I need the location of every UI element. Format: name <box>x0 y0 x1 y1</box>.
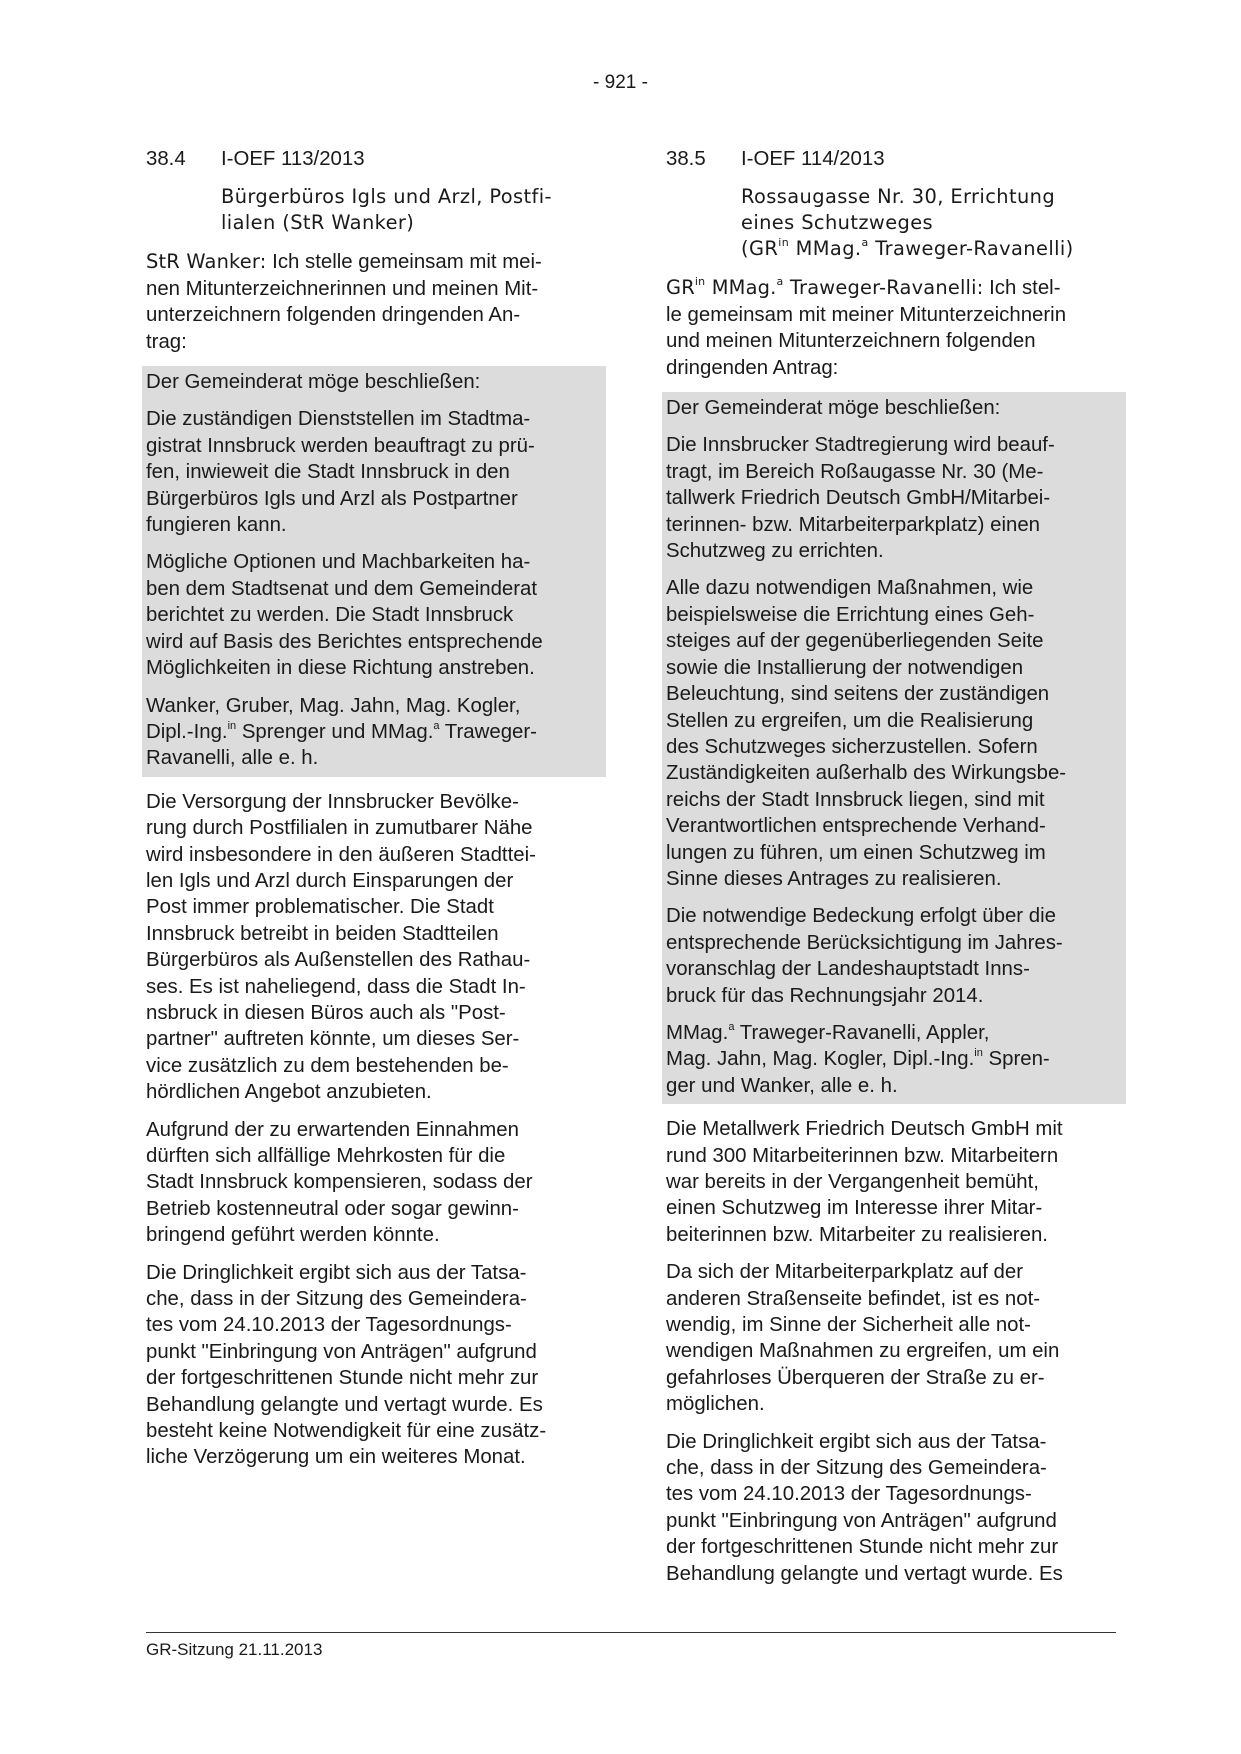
intro-paragraph: StR Wanker: Ich stelle gemeinsam mit mei- nen Mitunterzeichnerinnen und meinen Mit- unterzeichnern folgenden dringenden An- trag: <box>146 250 542 353</box>
item-header <box>146 146 598 172</box>
body-paragraph: Die Dringlichkeit ergibt sich aus der Tatsa- che, dass in der Sitzung des Gemeindera- tes vom 24.10.2013 der Tagesordnungs- punkt "Einbringung von Anträgen" aufgrund der fortgeschrittenen Stunde nicht mehr zur Behandlung gelangte und vertagt wurde. Es <box>666 1430 1063 1585</box>
body-paragraph: Die Versorgung der Innsbrucker Bevölke- rung durch Postfilialen in zumutbarer Nähe wird insbesondere in den äußeren Stadttei- len Igls und Arzl durch Einsparungen der Post immer problematischer. Die Stadt Innsbruck betreibt in beiden Stadtteilen Bürgerbüros als Außenstellen des Rathau- ses. Es ist naheliegend, dass die Stadt In- nsbruck in diesen Büros auch als "Post- partner" auftreten könnte, um dieses Ser- vice zusätzlich zu dem bestehenden be- hördlichen Angebot anzubieten. <box>146 790 536 1104</box>
left-column <box>146 146 598 1482</box>
intro-paragraph: $GR^{in}$ MMag.$^a$ Traweger-Ravanelli: Ich stel- le gemeinsam mit meiner Mitunterzeichnerin und meinen Mitunterzeichnern folgenden dringenden Antrag: <box>666 275 1067 379</box>
title-line: ($GR^{in}$ MMag.$^a$ Traweger-Ravanelli) <box>741 236 1074 261</box>
speaker: $GR^{in}$ MMag.$^a$ Traweger-Ravanelli: <box>666 275 984 300</box>
footer-text: GR-Sitzung 21.11.2013 <box>146 1640 323 1659</box>
item-title <box>741 184 1118 262</box>
motion-paragraph: Die notwendige Bedeckung erfolgt über die entsprechende Berücksichtigung im Jahres- voranschlag der Landeshauptstadt Inns- bruck für das Rechnungsjahr 2014. <box>666 905 1063 1007</box>
item-title <box>221 184 598 236</box>
motion-heading: Der Gemeinderat möge beschließen: <box>666 397 1001 420</box>
body-paragraph: Aufgrund der zu erwartenden Einnahmen dürften sich allfällige Mehrkosten für die Stadt Innsbruck kompensieren, sodass der Betrieb kostenneutral oder sogar gewinn- bringend geführt werden könnte. <box>146 1118 533 1247</box>
signatories: MMag.$^a$ Traweger-Ravanelli, Appler, Mag. Jahn, Mag. Kogler, Dipl.-Ing.$^{in}$ Spren- ger und Wanker, alle e. h. <box>666 1020 1050 1097</box>
body-paragraph: Die Metallwerk Friedrich Deutsch GmbH mit rund 300 Mitarbeiterinnen bzw. Mitarbeitern war bereits in der Vergangenheit bemüht, einen Schutzweg im Interesse ihrer Mitar- beiterinnen bzw. Mitarbeiter zu realisieren. <box>666 1118 1063 1246</box>
motion-paragraph: Alle dazu notwendigen Maßnahmen, wie beispielsweise die Errichtung eines Geh- steiges auf der gegenüberliegenden Seite sowie die Installierung der notwendigen Beleuchtung, sind seitens der zuständigen Stellen zu ergreifen, um die Realisierung des Schutzweges sicherzustellen. Sofern Zuständigkeiten außerhalb des Wirkungsbe- reichs der Stadt Innsbruck liegen, sind mit Verantwortlichen entsprechende Verhand- lungen zu führen, um einen Schutzweg im Sinne dieses Antrages zu realisieren. <box>666 577 1067 890</box>
motion-box <box>142 366 606 777</box>
body-paragraph: Die Dringlichkeit ergibt sich aus der Tatsa- che, dass in der Sitzung des Gemeindera- tes vom 24.10.2013 der Tagesordnungs- punkt "Einbringung von Anträgen" aufgrund der fortgeschrittenen Stunde nicht mehr zur Behandlung gelangte und vertagt wurde. Es besteht keine Notwendigkeit für eine zusätz- liche Verzögerung um ein weiteres Monat. <box>146 1261 547 1469</box>
motion-paragraph: Mögliche Optionen und Machbarkeiten ha- ben dem Stadtsenat und dem Gemeinderat berichtet zu werden. Die Stadt Innsbruck wird auf Basis des Berichtes entsprechende Möglichkeiten in diese Richtung anstreben. <box>146 551 543 680</box>
item-code: I-OEF 113/2013 <box>221 148 365 170</box>
motion-box <box>662 392 1126 1104</box>
item-number: 38.4 <box>146 148 186 170</box>
title-line: eines Schutzweges <box>741 211 934 235</box>
speaker: StR Wanker: <box>146 250 267 274</box>
item-header <box>666 146 1118 172</box>
motion-paragraph: Die zuständigen Dienststellen im Stadtma- gistrat Innsbruck werden beauftragt zu prü- fen, inwieweit die Stadt Innsbruck in den Bürgerbüros Igls und Arzl als Postpartner fungieren kann. <box>146 408 535 537</box>
item-number: 38.5 <box>666 148 706 170</box>
page-number: - 921 - <box>593 72 648 93</box>
title-line: lialen (StR Wanker) <box>221 211 415 235</box>
right-column <box>666 146 1118 1598</box>
title-line: Rossaugasse Nr. 30, Errichtung <box>741 185 1056 209</box>
item-code: I-OEF 114/2013 <box>741 148 885 170</box>
body-paragraph: Da sich der Mitarbeiterparkplatz auf der anderen Straßenseite befindet, ist es not- wendig, im Sinne der Sicherheit alle not- wendigen Maßnahmen zu ergreifen, um ein gefahrloses Überqueren der Straße zu er- möglichen. <box>666 1261 1060 1416</box>
motion-paragraph: Die Innsbrucker Stadtregierung wird beauf- tragt, im Bereich Roßaugasse Nr. 30 (Me- tallwerk Friedrich Deutsch GmbH/Mitarbei- terinnen- bzw. Mitarbeiterparkplatz) einen Schutzweg zu errichten. <box>666 434 1055 563</box>
motion-heading: Der Gemeinderat möge beschließen: <box>146 371 481 394</box>
footer-rule <box>146 1632 1116 1633</box>
signatories: Wanker, Gruber, Mag. Jahn, Mag. Kogler, Dipl.-Ing.$^{in}$ Sprenger und MMag.$^a$ Traweger- Ravanelli, alle e. h. <box>146 694 537 770</box>
title-line: Bürgerbüros Igls und Arzl, Postfi- <box>221 185 552 209</box>
